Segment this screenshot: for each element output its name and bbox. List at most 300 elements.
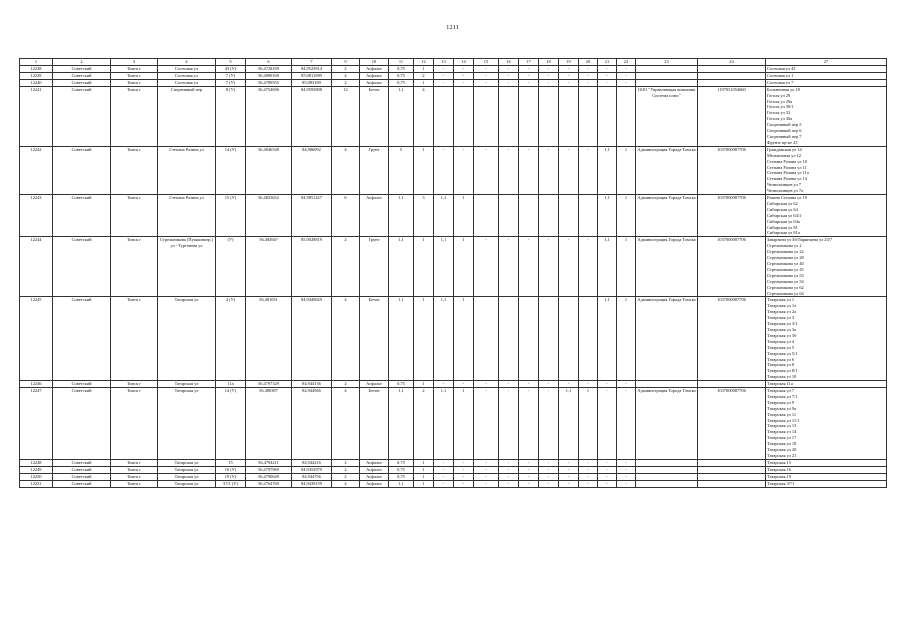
- table-cell: [519, 195, 539, 237]
- table-cell: 1: [414, 146, 434, 194]
- column-header: 19: [559, 59, 579, 66]
- table-cell: 0,75: [389, 66, 414, 73]
- column-header: 18: [539, 59, 559, 66]
- column-header: 1: [20, 59, 53, 66]
- table-row: [20, 146, 887, 194]
- address-line: Спортивный пер 6: [767, 128, 802, 134]
- table-cell: 84,9449829: [292, 297, 332, 381]
- table-cell: 6: [332, 195, 360, 237]
- table-cell: 2: [414, 72, 434, 79]
- address-line: Татарская ул 11: [767, 411, 797, 417]
- table-cell: 1: [454, 237, 474, 297]
- column-header: 22: [617, 59, 636, 66]
- table-cell: [539, 195, 559, 237]
- address-line: Сибирская ул 64а: [767, 218, 800, 224]
- address-line: Татарская ул 3: [767, 315, 795, 321]
- table-cell: -: [539, 72, 559, 79]
- table-cell: Бетон: [360, 388, 389, 460]
- address-line: Татарская ул 2а: [767, 309, 797, 315]
- table-cell: -: [559, 79, 579, 86]
- address-line: Татарская ул 3/1: [767, 321, 798, 327]
- table-cell: [598, 86, 617, 146]
- table-cell: 1,1: [598, 146, 617, 194]
- address-line: Татарская ул 10: [767, 374, 797, 380]
- table-cell: (У): [216, 237, 246, 297]
- table-cell: [559, 195, 579, 237]
- table-cell: 12244: [20, 237, 53, 297]
- address-line: Сибирская ул 81а: [767, 230, 800, 236]
- table-cell: -: [519, 381, 539, 388]
- table-cell: -: [539, 459, 559, 466]
- table-cell: -: [539, 466, 559, 473]
- table-cell: 85,0028819: [292, 237, 332, 297]
- table-cell: 4: [332, 388, 360, 460]
- table-cell: [698, 459, 766, 466]
- table-cell: 1,1: [389, 86, 414, 146]
- address-line: Стрельникова ул 40: [767, 261, 804, 266]
- table-row: [20, 381, 887, 388]
- table-cell: Асфальт: [360, 195, 389, 237]
- table-cell: 15: [216, 459, 246, 466]
- table-cell: -: [539, 480, 559, 487]
- address-line: Сосновая ул 7: [767, 79, 794, 85]
- table-cell: 85,0811989: [292, 72, 332, 79]
- table-cell: [698, 466, 766, 473]
- table-cell: -: [454, 480, 474, 487]
- table-cell: [579, 297, 598, 381]
- table-cell: -: [434, 459, 454, 466]
- table-cell: -: [499, 66, 519, 73]
- table-cell: -: [474, 381, 499, 388]
- table-cell: [519, 86, 539, 146]
- table-cell: -: [519, 388, 539, 460]
- table-cell: -: [499, 146, 519, 194]
- table-cell: -: [474, 466, 499, 473]
- column-header: 7: [292, 59, 332, 66]
- table-cell: Советский: [53, 146, 111, 194]
- table-row: [20, 473, 887, 480]
- table-cell: [499, 195, 519, 237]
- address-line: Сибирская ул 81: [767, 224, 798, 230]
- table-cell: 12246: [20, 381, 53, 388]
- table-cell: Советский: [53, 86, 111, 146]
- table-cell: Администрация Города Томска: [636, 237, 698, 297]
- table-cell: 1: [414, 480, 434, 487]
- table-cell: Бетон: [360, 297, 389, 381]
- address-line: Татарская ул 5/1: [767, 350, 798, 356]
- address-line: Стрельникова ул 54: [767, 278, 804, 284]
- table-cell: 1: [454, 388, 474, 460]
- table-cell: 84,944216: [292, 459, 332, 466]
- table-cell: 0,75: [389, 466, 414, 473]
- table-cell: -: [598, 480, 617, 487]
- table-cell: 1,1: [559, 388, 579, 460]
- address-line: Челюскинцев ул 7а: [767, 188, 803, 194]
- table-cell: [698, 473, 766, 480]
- table-cell: Советский: [53, 466, 111, 473]
- table-cell: -: [539, 146, 559, 194]
- table-cell: -: [454, 79, 474, 86]
- table-cell: -: [474, 473, 499, 480]
- table-cell: -: [559, 66, 579, 73]
- table-cell: -: [434, 79, 454, 86]
- table-cell: 4: [414, 86, 434, 146]
- table-cell: 1: [414, 79, 434, 86]
- table-cell: Томск г: [111, 480, 158, 487]
- table-cell: -: [499, 480, 519, 487]
- table-cell: -: [579, 79, 598, 86]
- table-cell: -: [559, 459, 579, 466]
- table-cell: 84,9439159: [292, 480, 332, 487]
- table-cell: [539, 297, 559, 381]
- table-cell: 7 (У): [216, 79, 246, 86]
- table-cell: 84,9525814: [292, 66, 332, 73]
- table-cell: -: [454, 466, 474, 473]
- table-cell: [579, 86, 598, 146]
- table-cell: [579, 195, 598, 237]
- address-line: Татарская 19: [767, 473, 791, 479]
- table-cell: Томск г: [111, 459, 158, 466]
- table-cell: Администрация Города Томска: [636, 297, 698, 381]
- table-cell: 12247: [20, 388, 53, 460]
- table-cell: 56,4728169: [246, 66, 292, 73]
- address-line: Степана Разина ул 14: [767, 176, 807, 182]
- table-row: [20, 195, 887, 237]
- table-cell: Сосновая ул: [158, 72, 216, 79]
- table-cell: 1: [617, 297, 636, 381]
- table-cell: Татарская ул: [158, 381, 216, 388]
- address-line: Спортивный пер 5: [767, 122, 802, 128]
- table-cell: [499, 297, 519, 381]
- table-cell: 84,9593898: [292, 86, 332, 146]
- address-line: Татарская ул 3б: [767, 332, 797, 338]
- table-cell: -: [499, 388, 519, 460]
- table-cell: -: [598, 66, 617, 73]
- table-cell: 85,083189: [292, 79, 332, 86]
- table-cell: -: [617, 79, 636, 86]
- address-line: Гоголя ул 29: [767, 92, 791, 98]
- table-cell: Томск г: [111, 86, 158, 146]
- table-cell: -: [499, 237, 519, 297]
- table-cell: 37/1 (У): [216, 480, 246, 487]
- table-row: [20, 459, 887, 466]
- table-cell: -: [617, 66, 636, 73]
- table-cell: -: [519, 466, 539, 473]
- table-cell: 1037000087706: [698, 297, 766, 381]
- table-cell: Советский: [53, 480, 111, 487]
- address-line: Татарская 11а: [767, 381, 793, 387]
- table-cell: 12249: [20, 466, 53, 473]
- table-cell: [766, 79, 887, 86]
- table-cell: -: [519, 480, 539, 487]
- table-cell: 1,1: [434, 195, 454, 237]
- table-cell: -: [539, 66, 559, 73]
- table-cell: Степана Разина ул: [158, 195, 216, 237]
- table-cell: [766, 459, 887, 466]
- table-cell: Администрация Города Томска: [636, 388, 698, 460]
- table-cell: -: [454, 146, 474, 194]
- column-header: 2: [53, 59, 111, 66]
- table-cell: 84,9452979: [292, 466, 332, 473]
- table-cell: 12250: [20, 473, 53, 480]
- table-cell: Томск г: [111, 381, 158, 388]
- address-line: Татарская ул 7/1: [767, 393, 798, 399]
- table-cell: Степана Разина ул: [158, 146, 216, 194]
- table-cell: [766, 297, 887, 381]
- header-row: [20, 59, 887, 66]
- table-cell: [636, 473, 698, 480]
- table-cell: Бетон: [360, 86, 389, 146]
- table-cell: 1037000087706: [698, 195, 766, 237]
- table-cell: Советский: [53, 388, 111, 460]
- table-cell: -: [454, 459, 474, 466]
- table-cell: Администрация Города Томска: [636, 146, 698, 194]
- table-cell: -: [499, 459, 519, 466]
- table-cell: -: [617, 72, 636, 79]
- table-cell: Спортивный пер: [158, 86, 216, 146]
- table-cell: [766, 480, 887, 487]
- table-cell: Асфальт: [360, 66, 389, 73]
- table-cell: 1: [414, 297, 434, 381]
- table-cell: Томск г: [111, 72, 158, 79]
- table-cell: -: [579, 480, 598, 487]
- table-cell: [636, 79, 698, 86]
- table-cell: [474, 86, 499, 146]
- table-cell: Татарская ул: [158, 459, 216, 466]
- table-cell: -: [617, 388, 636, 460]
- table-cell: -: [598, 79, 617, 86]
- address-line: Гоголя ул 30/1: [767, 104, 794, 110]
- table-cell: -: [519, 146, 539, 194]
- table-cell: [766, 72, 887, 79]
- table-cell: Советский: [53, 72, 111, 79]
- table-cell: [766, 195, 887, 237]
- table-cell: -: [474, 72, 499, 79]
- table-cell: Томск г: [111, 79, 158, 86]
- table-row: [20, 388, 887, 460]
- table-cell: 56,4794211: [246, 459, 292, 466]
- address-line: Стрельникова ул 22: [767, 249, 804, 255]
- table-cell: 1: [414, 381, 434, 388]
- address-line: Татарская ул 5: [767, 344, 795, 350]
- address-line: Фрунзе пр-кт 25: [767, 139, 798, 145]
- table-cell: 1,1: [598, 297, 617, 381]
- table-cell: 12245: [20, 297, 53, 381]
- table-cell: -: [499, 72, 519, 79]
- address-line: Татарская ул 1а: [767, 303, 797, 309]
- table-cell: Советский: [53, 237, 111, 297]
- table-row: [20, 480, 887, 487]
- table-cell: [766, 86, 887, 146]
- address-line: Сосновая ул 43: [767, 66, 796, 71]
- table-cell: 1037000087706: [698, 146, 766, 194]
- table-cell: 14 (У): [216, 146, 246, 194]
- table-cell: -: [539, 473, 559, 480]
- table-cell: Советский: [53, 297, 111, 381]
- table-cell: -: [434, 480, 454, 487]
- table-cell: 1: [414, 473, 434, 480]
- table-cell: 4: [332, 72, 360, 79]
- table-cell: [474, 195, 499, 237]
- table-cell: -: [617, 459, 636, 466]
- column-header: 27: [766, 59, 887, 66]
- table-cell: 1,1: [434, 297, 454, 381]
- table-cell: -: [474, 480, 499, 487]
- address-line: Татарская ул 18: [767, 441, 797, 447]
- table-cell: -: [579, 146, 598, 194]
- table-row: [20, 66, 887, 73]
- table-cell: Асфальт: [360, 459, 389, 466]
- table-cell: 12248: [20, 459, 53, 466]
- table-cell: -: [579, 473, 598, 480]
- table-cell: [766, 466, 887, 473]
- column-header: 20: [579, 59, 598, 66]
- table-cell: -: [559, 237, 579, 297]
- column-header: 12: [414, 59, 434, 66]
- table-cell: Татарская ул: [158, 480, 216, 487]
- table-cell: 1: [414, 237, 434, 297]
- table-cell: Асфальт: [360, 473, 389, 480]
- address-line: Татарская ул 1: [767, 297, 795, 303]
- column-header: 21: [598, 59, 617, 66]
- address-line: Татарская 37/1: [767, 480, 795, 486]
- table-cell: Томск г: [111, 195, 158, 237]
- table-cell: -: [598, 388, 617, 460]
- table-cell: 0,75: [389, 381, 414, 388]
- table-cell: Татарская ул: [158, 297, 216, 381]
- table-cell: Асфальт: [360, 480, 389, 487]
- table-cell: 12240: [20, 79, 53, 86]
- address-line: Татарская ул 20: [767, 447, 797, 453]
- table-cell: [766, 473, 887, 480]
- table-cell: -: [539, 381, 559, 388]
- table-cell: [434, 86, 454, 146]
- table-cell: 2: [332, 466, 360, 473]
- table-cell: -: [519, 72, 539, 79]
- table-cell: -: [579, 459, 598, 466]
- table-cell: 56,4797329: [246, 381, 292, 388]
- table-cell: Татарская ул: [158, 473, 216, 480]
- table-cell: 56,4754696: [246, 86, 292, 146]
- address-line: Стрельникова ул 2: [767, 243, 802, 249]
- table-cell: 84,944136: [292, 381, 332, 388]
- table-cell: -: [519, 473, 539, 480]
- table-cell: -: [519, 66, 539, 73]
- address-line: Татарская ул 9: [767, 399, 795, 405]
- column-header: 3: [111, 59, 158, 66]
- column-header: 24: [698, 59, 766, 66]
- table-cell: -: [579, 237, 598, 297]
- address-line: Татарская ул 6: [767, 356, 795, 362]
- table-cell: [766, 237, 887, 297]
- table-cell: 2: [332, 66, 360, 73]
- table-cell: 5: [389, 146, 414, 194]
- table-cell: 12241: [20, 86, 53, 146]
- table-cell: 56,4797969: [246, 466, 292, 473]
- table-cell: 56,4896169: [246, 72, 292, 79]
- table-cell: Асфальт: [360, 381, 389, 388]
- table-body: [20, 66, 887, 488]
- table-cell: [636, 66, 698, 73]
- table-cell: -: [454, 381, 474, 388]
- table-cell: [766, 146, 887, 194]
- table-cell: Советский: [53, 381, 111, 388]
- address-line: Сосновая ул 1: [767, 72, 794, 78]
- table-cell: -: [579, 466, 598, 473]
- address-line: Степана Разина ул 11а: [767, 170, 809, 176]
- table-cell: 56,48494?: [246, 237, 292, 297]
- table-cell: -: [434, 466, 454, 473]
- address-line: Татарская ул 4: [767, 338, 795, 344]
- table-cell: 1,1: [389, 195, 414, 237]
- table-cell: -: [519, 79, 539, 86]
- table-cell: 0,75: [389, 79, 414, 86]
- table-cell: 1: [454, 297, 474, 381]
- table-cell: 0,75: [389, 473, 414, 480]
- table-cell: 7 (У): [216, 72, 246, 79]
- page-number: 1211: [446, 24, 459, 31]
- table-cell: 12238: [20, 66, 53, 73]
- table-cell: 8 (У): [216, 86, 246, 146]
- table-cell: 1: [414, 466, 434, 473]
- table-cell: -: [499, 79, 519, 86]
- table-cell: Томск г: [111, 146, 158, 194]
- table-cell: -: [539, 237, 559, 297]
- table-cell: 1: [454, 195, 474, 237]
- table-cell: 1: [617, 237, 636, 297]
- table-cell: 0,75: [389, 72, 414, 79]
- table-cell: -: [434, 381, 454, 388]
- column-header: 15: [474, 59, 499, 66]
- table-cell: 2: [332, 459, 360, 466]
- table-cell: -: [579, 381, 598, 388]
- table-cell: 11а: [216, 381, 246, 388]
- table-cell: -: [434, 66, 454, 73]
- table-cell: -: [617, 473, 636, 480]
- address-line: Гоголя ул 33: [767, 110, 791, 116]
- table-cell: 1,1: [598, 195, 617, 237]
- table-cell: Асфальт: [360, 72, 389, 79]
- table-cell: 1: [617, 195, 636, 237]
- table-cell: -: [474, 66, 499, 73]
- address-line: Татарская ул 21: [767, 453, 797, 458]
- table-cell: 43 (У): [216, 66, 246, 73]
- table-cell: 1: [414, 459, 434, 466]
- table-cell: 19 (У): [216, 473, 246, 480]
- table-cell: -: [539, 388, 559, 460]
- table-cell: Сосновая ул: [158, 66, 216, 73]
- address-line: Гоголя ул 36а: [767, 116, 793, 122]
- table-cell: 2: [332, 79, 360, 86]
- table-cell: Администрация Города Томска: [636, 195, 698, 237]
- table-cell: 1,1: [598, 237, 617, 297]
- address-line: Татарская ул 17: [767, 435, 797, 441]
- table-cell: [698, 381, 766, 388]
- address-line: Стрельникова ул 45: [767, 266, 804, 272]
- table-cell: 1,1: [434, 388, 454, 460]
- table-cell: -: [434, 146, 454, 194]
- table-cell: -: [454, 66, 474, 73]
- table-cell: 3: [414, 195, 434, 237]
- table-row: [20, 237, 887, 297]
- column-header: 6: [246, 59, 292, 66]
- address-line: Стрельникова ул 28: [767, 255, 804, 261]
- table-cell: 84,9851427: [292, 195, 332, 237]
- table-cell: -: [454, 72, 474, 79]
- table-cell: 56,480387: [246, 388, 292, 460]
- column-header: 13: [434, 59, 454, 66]
- address-line: Больничная ул 18: [767, 86, 800, 92]
